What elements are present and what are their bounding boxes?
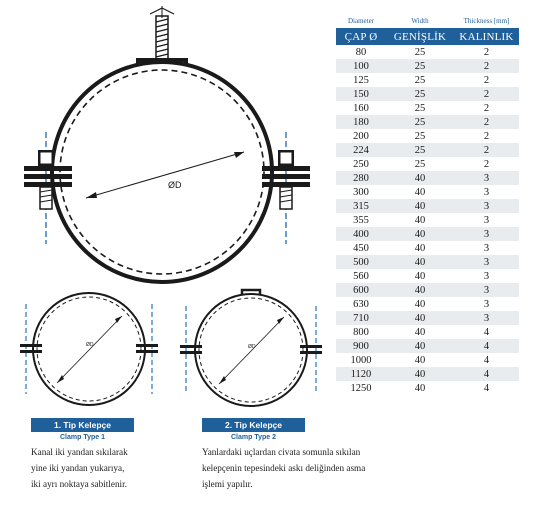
cell-width: 25 — [414, 144, 426, 156]
cell-width: 40 — [414, 200, 426, 212]
cell-thickness: 3 — [483, 284, 490, 296]
cell-width: 40 — [414, 270, 426, 282]
table-row — [336, 115, 519, 129]
cell-thickness: 3 — [483, 172, 490, 184]
type2-desc-line: kelepçenin tepesindeki askı deliğinden asma — [202, 463, 366, 473]
table-row — [336, 129, 519, 143]
cell-width: 40 — [414, 172, 426, 184]
table-body — [336, 45, 519, 395]
cell-diameter: 315 — [353, 200, 369, 212]
cell-diameter: 630 — [353, 298, 369, 310]
duct-outer — [52, 62, 272, 282]
spec-table — [336, 14, 519, 395]
header-thickness: KALINLIK — [459, 30, 514, 43]
table-row — [336, 353, 519, 367]
type2-title: 2. Tip Kelepçe — [202, 418, 305, 432]
type2-subtitle: Clamp Type 2 — [231, 434, 276, 441]
table-row — [336, 325, 519, 339]
cell-thickness: 4 — [483, 340, 490, 352]
cell-thickness: 3 — [483, 242, 490, 254]
cell-diameter: 560 — [353, 270, 369, 282]
type1-description — [31, 444, 128, 492]
cell-width: 25 — [414, 46, 426, 58]
table-row — [336, 45, 519, 59]
cell-thickness: 2 — [483, 46, 490, 58]
sub-header-thickness: Thickness [mm] — [463, 17, 510, 25]
type2-diameter-label: ØD — [248, 344, 256, 350]
table-row — [336, 311, 519, 325]
type1-desc-line: iki ayrı noktaya sabitlenir. — [31, 479, 127, 489]
table-row — [336, 199, 519, 213]
cell-width: 40 — [414, 256, 426, 268]
cell-width: 40 — [414, 382, 426, 394]
cell-width: 40 — [414, 312, 426, 324]
cell-thickness: 2 — [483, 116, 490, 128]
table-row — [336, 241, 519, 255]
cell-diameter: 1250 — [350, 382, 372, 394]
cell-diameter: 200 — [353, 130, 369, 142]
cell-width: 40 — [414, 242, 426, 254]
cell-diameter: 800 — [353, 326, 369, 338]
table-row — [336, 73, 519, 87]
hanger-rod — [150, 6, 174, 62]
cell-diameter: 224 — [353, 144, 369, 156]
cell-thickness: 3 — [483, 298, 490, 310]
clamp-type1-diagram — [10, 286, 170, 416]
cell-diameter: 1000 — [350, 354, 372, 366]
table-row — [336, 213, 519, 227]
cell-thickness: 4 — [483, 354, 490, 366]
cell-diameter: 500 — [353, 256, 369, 268]
type1-diameter-label: ØD — [86, 342, 94, 348]
header-width: GENİŞLİK — [393, 30, 447, 43]
table-row — [336, 87, 519, 101]
cell-thickness: 3 — [483, 228, 490, 240]
cell-diameter: 150 — [353, 88, 369, 100]
clamp-large-diagram — [0, 0, 330, 300]
cell-diameter: 160 — [353, 102, 369, 114]
cell-width: 40 — [414, 354, 426, 366]
cell-thickness: 4 — [483, 326, 490, 338]
cell-width: 40 — [414, 284, 426, 296]
cell-width: 25 — [414, 158, 426, 170]
cell-width: 25 — [414, 88, 426, 100]
type1-desc-line: Kanal iki yandan sıkılarak — [31, 447, 128, 457]
table-row — [336, 171, 519, 185]
table-row — [336, 367, 519, 381]
cell-thickness: 3 — [483, 200, 490, 212]
type1-desc-line: yine iki yandan yukarıya, — [31, 463, 125, 473]
cell-thickness: 2 — [483, 130, 490, 142]
cell-width: 25 — [414, 60, 426, 72]
cell-width: 40 — [414, 340, 426, 352]
type2-description — [202, 444, 365, 492]
table-row — [336, 283, 519, 297]
cell-thickness: 4 — [483, 368, 490, 380]
cell-diameter: 1120 — [350, 368, 372, 380]
cell-width: 40 — [414, 326, 426, 338]
diameter-label: ØD — [168, 180, 182, 190]
table-row — [336, 297, 519, 311]
type2-desc-line: Yanlardaki uçlardan civata somunla sıkılan — [202, 447, 361, 457]
cell-thickness: 2 — [483, 88, 490, 100]
type2-desc-line: işlemi yapılır. — [202, 479, 253, 489]
cell-thickness: 2 — [483, 74, 490, 86]
type1-subtitle: Clamp Type 1 — [60, 434, 105, 441]
cell-width: 25 — [414, 130, 426, 142]
cell-thickness: 4 — [483, 382, 490, 394]
table-row — [336, 227, 519, 241]
cell-width: 40 — [414, 368, 426, 380]
cell-thickness: 3 — [483, 214, 490, 226]
cell-diameter: 100 — [353, 60, 369, 72]
cell-width: 40 — [414, 186, 426, 198]
cell-diameter: 450 — [353, 242, 369, 254]
cell-diameter: 300 — [353, 186, 369, 198]
cell-width: 40 — [414, 214, 426, 226]
cell-diameter: 400 — [353, 228, 369, 240]
table-row — [336, 157, 519, 171]
cell-diameter: 250 — [353, 158, 369, 170]
table-header — [336, 28, 519, 45]
cell-diameter: 600 — [353, 284, 369, 296]
cell-thickness: 2 — [483, 158, 490, 170]
table-row — [336, 381, 519, 395]
cell-diameter: 280 — [353, 172, 369, 184]
cell-diameter: 710 — [353, 312, 369, 324]
type1-title: 1. Tip Kelepçe — [31, 418, 134, 432]
cell-thickness: 3 — [483, 312, 490, 324]
sub-header-width: Width — [411, 17, 429, 25]
cell-width: 25 — [414, 74, 426, 86]
cell-thickness: 2 — [483, 60, 490, 72]
cell-width: 40 — [414, 298, 426, 310]
cell-width: 25 — [414, 116, 426, 128]
cell-thickness: 2 — [483, 102, 490, 114]
table-row — [336, 101, 519, 115]
cell-diameter: 125 — [353, 74, 369, 86]
table-row — [336, 143, 519, 157]
clamp-type2-diagram — [176, 282, 336, 416]
table-row — [336, 255, 519, 269]
sub-header-diameter: Diameter — [347, 17, 375, 25]
table-row — [336, 339, 519, 353]
cell-width: 40 — [414, 228, 426, 240]
cell-diameter: 180 — [353, 116, 369, 128]
cell-diameter: 900 — [353, 340, 369, 352]
table-row — [336, 269, 519, 283]
cell-thickness: 3 — [483, 270, 490, 282]
header-diameter: ÇAP Ø — [344, 30, 378, 43]
cell-thickness: 3 — [483, 186, 490, 198]
cell-thickness: 3 — [483, 256, 490, 268]
cell-width: 25 — [414, 102, 426, 114]
table-row — [336, 59, 519, 73]
cell-diameter: 80 — [355, 46, 367, 58]
cell-thickness: 2 — [483, 144, 490, 156]
table-sub-header — [336, 14, 519, 28]
cell-diameter: 355 — [353, 214, 369, 226]
table-row — [336, 185, 519, 199]
